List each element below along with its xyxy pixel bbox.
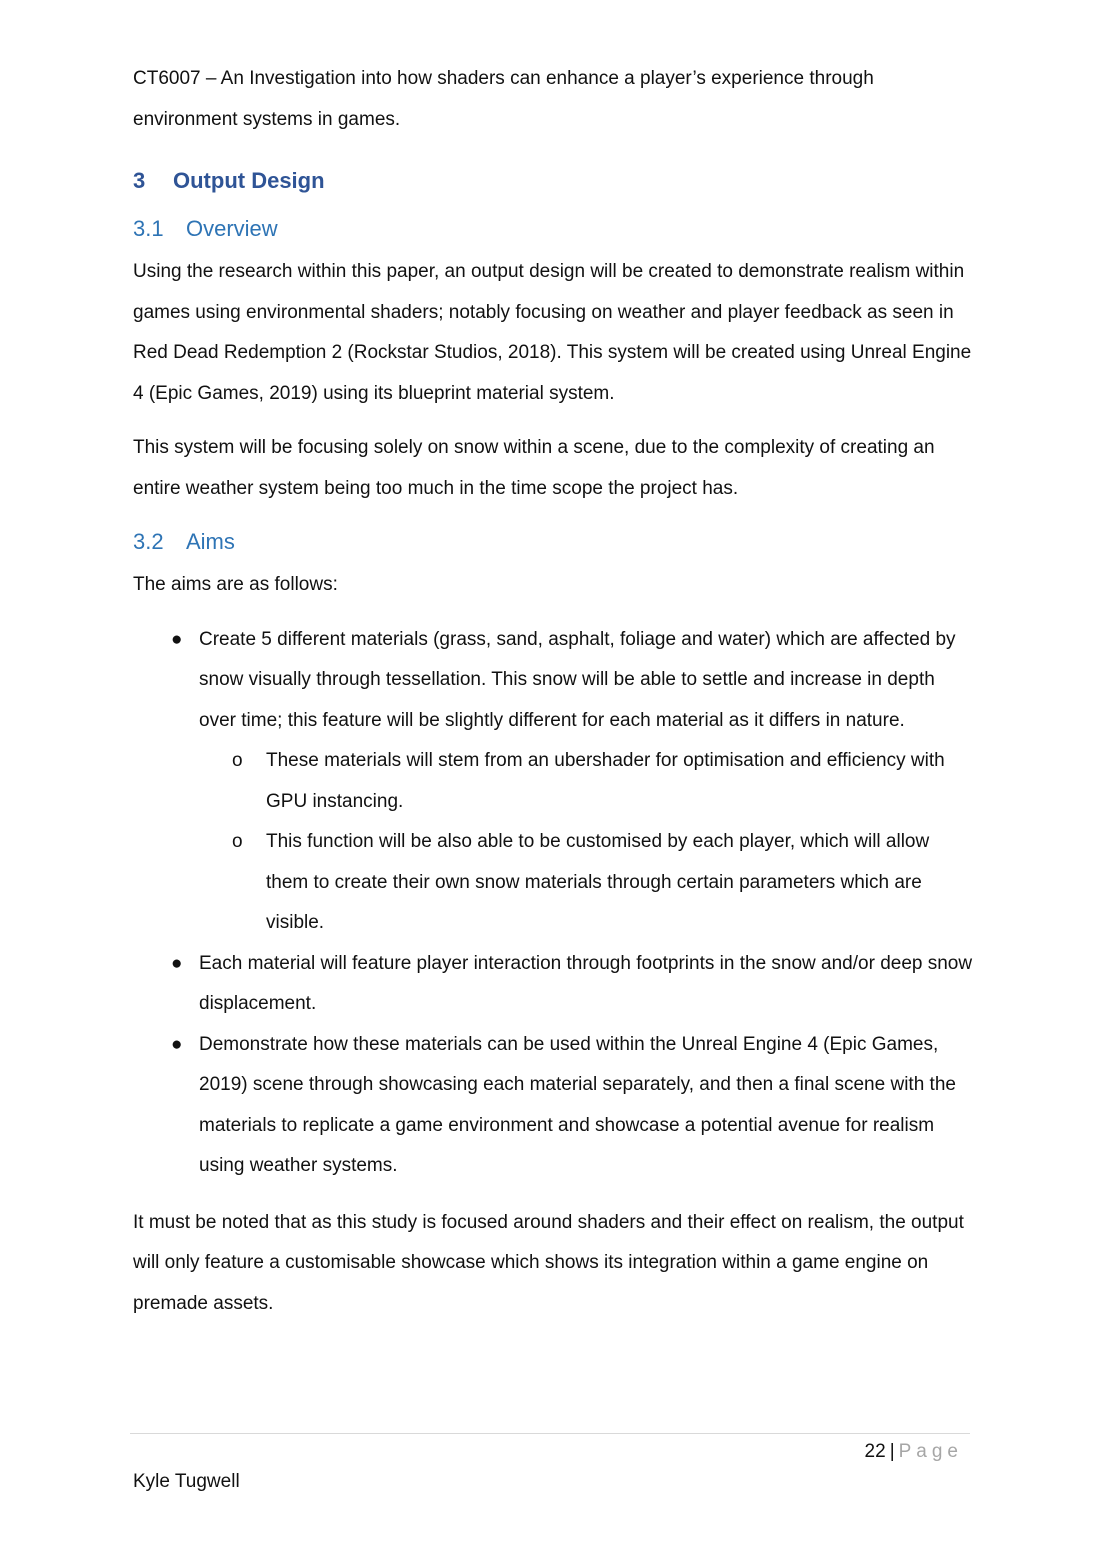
aims-item-text: Demonstrate how these materials can be used within the Unreal Engine 4 (Epic Games, 2019) scene through showcasing each material separately, and then a final scene with the materials to replicate a game environment and showcase a potential avenue for realism using weather systems. (199, 1033, 956, 1176)
aims-item-text: Each material will feature player interaction through footprints in the snow and/or deep snow displacement. (199, 952, 973, 1014)
circle-bullet-icon: o (232, 831, 243, 852)
subsection-number: 3.1 (133, 216, 164, 241)
section-number: 3 (133, 168, 146, 193)
document-header: CT6007 – An Investigation into how shaders can enhance a player’s experience through environment systems in games. (133, 68, 874, 130)
overview-paragraph-1: Using the research within this paper, an output design will be created to demonstrate realism within games using environmental shaders; notably focusing on weather and player feedback as seen in Red Dead Redemption 2 (Rockstar Studios, 2018). This system will be created using Unreal Engine 4 (Epic Games, 2019) using its blueprint material system. (133, 261, 972, 404)
aims-subitem-text: These materials will stem from an ubershader for optimisation and efficiency with GPU instancing. (266, 750, 945, 812)
page-separator: | (889, 1441, 895, 1462)
aims-list (133, 620, 973, 1187)
footer-divider (130, 1433, 970, 1434)
aims-sublist-item (199, 741, 973, 822)
bullet-icon: ● (171, 628, 183, 650)
aims-intro: The aims are as follows: (133, 574, 338, 595)
aims-sublist-item (199, 822, 973, 944)
page-number: 22 (864, 1441, 886, 1462)
closing-paragraph: It must be noted that as this study is focused around shaders and their effect on realism, the output will only feature a customisable showcase which shows its integration within a game engine on premade assets. (133, 1211, 964, 1314)
subsection-number: 3.2 (133, 529, 164, 554)
aims-list-item (133, 1025, 973, 1187)
subsection-title: Aims (186, 529, 235, 554)
bullet-icon: ● (171, 952, 183, 974)
bullet-icon: ● (171, 1033, 183, 1055)
subsection-heading-aims (133, 527, 973, 557)
aims-sublist (199, 741, 973, 944)
aims-item-text: Create 5 different materials (grass, sand, asphalt, foliage and water) which are affected by snow visually through tessellation. This snow will be able to settle and increase in depth over time; this feature will be slightly different for each material as it differs in nature. (199, 628, 956, 731)
footer-author: Kyle Tugwell (133, 1471, 240, 1492)
page-word: Page (898, 1441, 963, 1462)
overview-paragraph-2: This system will be focusing solely on snow within a scene, due to the complexity of creating an entire weather system being too much in the time scope the project has. (133, 437, 935, 499)
page-body (133, 58, 973, 1324)
aims-list-item (133, 944, 973, 1025)
aims-subitem-text: This function will be also able to be customised by each player, which will allow them to create their own snow materials through certain parameters which are visible. (266, 831, 930, 933)
section-heading (133, 166, 973, 196)
aims-list-item (133, 620, 973, 944)
circle-bullet-icon: o (232, 750, 243, 771)
subsection-heading-overview (133, 214, 973, 244)
subsection-title: Overview (186, 216, 278, 241)
section-title: Output Design (173, 168, 325, 193)
page-number-label (865, 1437, 963, 1467)
